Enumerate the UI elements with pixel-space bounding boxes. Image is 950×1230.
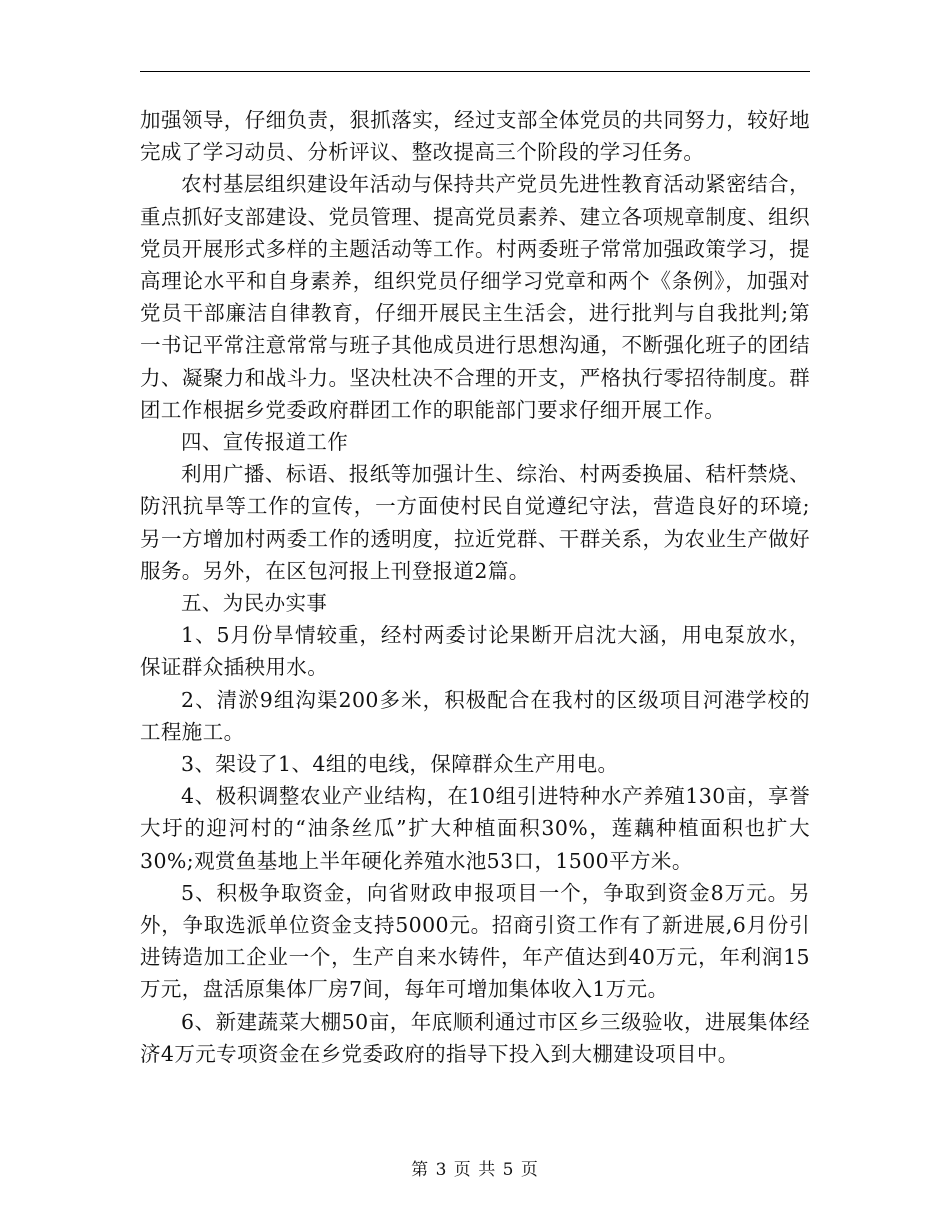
paragraph: 利用广播、标语、报纸等加强计生、综治、村两委换届、秸杆禁烧、防汛抗旱等工作的宣传，一方面使村民自觉遵纪守法，营造良好的环境;另一方增加村两委工作的透明度，拉近党群、干群关系，为农业生产做好服务。另外，在区包河报上刊登报道2篇。 xyxy=(140,462,810,583)
paragraph: 2、清淤9组沟渠200多米，积极配合在我村的区级项目河港学校的工程施工。 xyxy=(140,687,810,744)
paragraph: 1、5月份旱情较重，经村两委讨论果断开启沈大涵，用电泵放水，保证群众插秧用水。 xyxy=(140,623,810,680)
paragraph: 3、架设了1、4组的电线，保障群众生产用电。 xyxy=(181,752,619,777)
page-footer: 第 3 页 共 5 页 xyxy=(411,1160,539,1180)
paragraph: 6、新建蔬菜大棚50亩，年底顺利通过市区乡三级验收，进展集体经济4万元专项资金在乡党委政府的指导下投入到大棚建设项目中。 xyxy=(140,1009,810,1066)
paragraph: 农村基层组织建设年活动与保持共产党员先进性教育活动紧密结合，重点抓好支部建设、党员管理、提高党员素养、建立各项规章制度、组织党员开展形式多样的主题活动等工作。村两委班子常常加强政策学习，提高理论水平和自身素养，组织党员仔细学习党章和两个《条例》，加强对党员干部廉洁自律教育，仔细开展民主生活会，进行批判与自我批判;第一书记平常注意常常与班子其他成员进行思想沟通，不断强化班子的团结力、凝聚力和战斗力。坚决杜决不合理的开支，严格执行零招待制度。群团工作根据乡党委政府群团工作的职能部门要求仔细开展工作。 xyxy=(140,172,810,422)
paragraph: 5、积极争取资金，向省财政申报项目一个，争取到资金8万元。另外，争取选派单位资金支持5000元。招商引资工作有了新进展,6月份引进铸造加工企业一个，生产自来水铸件，年产值达到40万元，年利润15万元，盘活原集体厂房7间，每年可增加集体收入1万元。 xyxy=(140,880,810,1002)
paragraph: 4、极积调整农业产业结构，在10组引进特种水产养殖130亩，享誉大圩的迎河村的“油条丝瓜”扩大种植面积30%，莲藕种植面积也扩大30%;观赏鱼基地上半年硬化养殖水池53口，1500平方米。 xyxy=(140,784,810,873)
document-body xyxy=(140,104,810,1070)
paragraph: 五、为民办实事 xyxy=(181,591,328,616)
paragraph: 加强领导，仔细负责，狠抓落实，经过支部全体党员的共同努力，较好地完成了学习动员、分析评议、整改提高三个阶段的学习任务。 xyxy=(140,108,810,165)
paragraph: 四、宣传报道工作 xyxy=(181,430,349,455)
header-rule xyxy=(140,71,810,72)
